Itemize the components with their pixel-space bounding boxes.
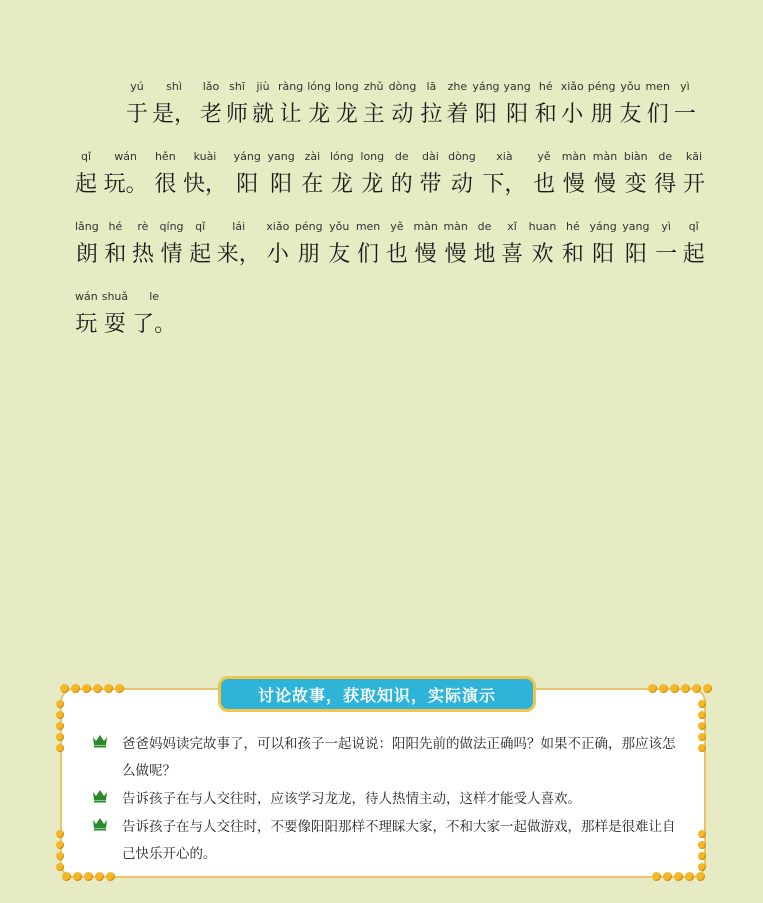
hanzi: 们 (357, 242, 380, 267)
pinyin: wán (114, 150, 138, 163)
hanzi: 阳 (506, 102, 529, 127)
word-unit (419, 150, 441, 200)
pinyin: de (477, 220, 492, 233)
word-unit (473, 220, 495, 270)
pinyin: zhe (447, 80, 468, 93)
word-unit (443, 220, 467, 270)
hanzi: 慢 (444, 242, 467, 267)
pinyin: lā (426, 80, 437, 93)
pinyin: men (355, 220, 381, 233)
pinyin: xiǎo (266, 220, 290, 233)
hanzi: 玩 (75, 312, 98, 337)
word-unit (391, 150, 413, 200)
hanzi: 师 (226, 102, 249, 127)
tip-text-1: 爸爸妈妈读完故事了，可以和孩子一起说说：阳阳先前的做法正确吗？如果不正确，那应该怎么做呢？ (122, 736, 676, 779)
word-unit (200, 80, 222, 130)
crown-icon (92, 786, 122, 813)
word-unit (301, 150, 323, 200)
bead-border-right-top (698, 700, 708, 752)
word-unit (533, 150, 555, 200)
pinyin: zhǔ (363, 80, 384, 93)
word-unit (102, 290, 128, 340)
hanzi: 阳 (474, 102, 497, 127)
bead-border-bottom-right (652, 872, 705, 880)
hanzi: 带 (419, 172, 442, 197)
hanzi: 起 (75, 172, 98, 197)
pinyin: yáng (233, 150, 261, 163)
pinyin: yang (267, 150, 295, 163)
pinyin: qǐ (195, 220, 206, 233)
pinyin: xiǎo (560, 80, 584, 93)
pinyin: de (394, 150, 409, 163)
hanzi: 一 (655, 242, 678, 267)
pinyin: hé (538, 80, 553, 93)
pinyin: xǐ (507, 220, 517, 233)
word-unit (363, 80, 385, 130)
word-unit (234, 150, 261, 200)
panel-title: 讨论故事，获取知识，实际演示 (218, 676, 536, 712)
pinyin: lǎng (75, 220, 99, 233)
word-unit (152, 80, 196, 130)
hanzi: 们 (646, 102, 669, 127)
hanzi: 起 (189, 242, 212, 267)
pinyin: zài (304, 150, 321, 163)
hanzi: 拉 (420, 102, 443, 127)
hanzi: 地 (473, 242, 496, 267)
pinyin: màn (443, 220, 468, 233)
hanzi: 小 (266, 242, 289, 267)
pinyin: yì (680, 80, 690, 93)
pinyin: huan (528, 220, 557, 233)
word-unit (593, 150, 617, 200)
hanzi: 的 (390, 172, 413, 197)
word-unit (132, 290, 176, 340)
pinyin: lóng (330, 150, 354, 163)
pinyin: lóng (307, 80, 331, 93)
word-unit (295, 220, 323, 270)
hanzi: 阳 (624, 242, 647, 267)
pinyin: péng (587, 80, 616, 93)
word-unit (189, 220, 211, 270)
word-unit (654, 150, 676, 200)
pinyin: ràng (278, 80, 304, 93)
hanzi: 朗 (75, 242, 98, 267)
pinyin: qíng (159, 220, 184, 233)
pinyin: màn (592, 150, 618, 163)
hanzi: 得 (654, 172, 677, 197)
pinyin: màn (413, 220, 438, 233)
pinyin: kuài (193, 150, 217, 163)
hanzi: 变 (624, 172, 647, 197)
hanzi: 情 (160, 242, 183, 267)
pinyin: dài (422, 150, 439, 163)
pinyin: dòng (388, 80, 417, 93)
word-unit (356, 220, 380, 270)
hanzi: 喜 (501, 242, 524, 267)
pinyin: péng (294, 220, 323, 233)
hanzi: 和 (561, 242, 584, 267)
word-unit (562, 220, 584, 270)
tip-item-1 (92, 731, 682, 785)
word-unit (328, 220, 350, 270)
pinyin: yáng (589, 220, 617, 233)
word-unit (504, 80, 531, 130)
pinyin: biàn (623, 150, 648, 163)
hanzi: 朋 (590, 102, 613, 127)
pinyin: lǎo (202, 80, 220, 93)
word-unit (683, 150, 705, 200)
word-unit (278, 80, 303, 130)
word-unit (226, 80, 248, 130)
pinyin: dòng (448, 150, 476, 163)
pinyin: shī (229, 80, 245, 93)
word-unit (252, 80, 274, 130)
word-unit (622, 220, 649, 270)
hanzi: 友 (328, 242, 351, 267)
hanzi: 阳 (236, 172, 259, 197)
word-unit (132, 220, 154, 270)
pinyin: long (360, 150, 385, 163)
hanzi: 欢 (531, 242, 554, 267)
bead-border-left-top (56, 700, 66, 752)
pinyin: yáng (472, 80, 500, 93)
pinyin: jiù (256, 80, 270, 93)
pinyin: qǐ (80, 150, 92, 163)
hanzi: 让 (279, 102, 302, 127)
crown-icon (92, 814, 122, 868)
hanzi: 老 (200, 102, 223, 127)
pinyin: yǒu (329, 220, 350, 233)
pinyin: lái (232, 220, 246, 233)
hanzi: 龙 (335, 102, 358, 127)
word-unit (104, 220, 126, 270)
word-unit (683, 220, 705, 270)
word-unit (360, 150, 384, 200)
word-unit (160, 220, 184, 270)
hanzi: 慢 (414, 242, 437, 267)
word-unit (590, 220, 617, 270)
pinyin: le (149, 290, 160, 303)
word-unit (624, 150, 648, 200)
story-line-3 (75, 220, 705, 270)
hanzi: 和 (534, 102, 557, 127)
word-unit (562, 150, 586, 200)
word-unit (645, 80, 669, 130)
word-unit (529, 220, 557, 270)
pinyin: màn (561, 150, 587, 163)
crown-icon (92, 731, 122, 785)
word-unit (104, 150, 148, 200)
word-unit (75, 220, 99, 270)
word-unit (183, 150, 227, 200)
pinyin: men (645, 80, 670, 93)
word-unit (482, 150, 526, 200)
hanzi: 龙 (330, 172, 353, 197)
pinyin: yú (130, 80, 144, 93)
pinyin: hé (108, 220, 123, 233)
hanzi: 了。 (132, 312, 177, 337)
word-unit (126, 80, 148, 130)
tip-text-2: 告诉孩子在与人交往时，应该学习龙龙，待人热情主动，这样才能受人喜欢。 (122, 791, 581, 807)
hanzi: 也 (533, 172, 556, 197)
word-unit (472, 80, 499, 130)
pinyin: long (334, 80, 359, 93)
word-unit (446, 80, 468, 130)
pinyin: qǐ (688, 220, 699, 233)
word-unit (389, 80, 417, 130)
hanzi: 很 (154, 172, 177, 197)
pinyin: hé (566, 220, 580, 233)
hanzi: 快， (182, 172, 227, 197)
hanzi: 下， (482, 172, 527, 197)
word-unit (420, 80, 442, 130)
pinyin: yě (537, 150, 551, 163)
tip-text-3: 告诉孩子在与人交往时，不要像阳阳那样不理睬大家，不和大家一起做游戏，那样是很难让自己快乐开心的。 (122, 819, 676, 862)
word-unit (413, 220, 437, 270)
word-unit (217, 220, 261, 270)
word-unit (307, 80, 331, 130)
hanzi: 友 (619, 102, 642, 127)
hanzi: 动 (450, 172, 473, 197)
hanzi: 朋 (297, 242, 320, 267)
hanzi: 着 (446, 102, 469, 127)
bead-border-left-bottom (56, 830, 66, 871)
pinyin: wán (75, 290, 98, 303)
tip-item-3 (92, 814, 682, 868)
hanzi: 一 (673, 102, 696, 127)
story-line-2 (75, 150, 705, 200)
hanzi: 就 (252, 102, 275, 127)
word-unit (674, 80, 696, 130)
hanzi: 动 (391, 102, 414, 127)
word-unit (266, 220, 289, 270)
bead-border-bottom-left (62, 872, 115, 880)
word-unit (75, 290, 98, 340)
word-unit (655, 220, 677, 270)
hanzi: 也 (385, 242, 408, 267)
hanzi: 阳 (592, 242, 615, 267)
hanzi: 开 (682, 172, 705, 197)
bead-border-right-bottom (698, 830, 708, 871)
hanzi: 慢 (594, 172, 617, 197)
hanzi: 慢 (562, 172, 585, 197)
story-line-1 (126, 80, 696, 130)
hanzi: 热 (131, 242, 154, 267)
hanzi: 在 (301, 172, 324, 197)
pinyin: xià (496, 150, 513, 163)
word-unit (335, 80, 359, 130)
hanzi: 耍 (103, 312, 126, 337)
tip-item-2 (92, 786, 682, 813)
hanzi: 阳 (270, 172, 293, 197)
word-unit (619, 80, 641, 130)
word-unit (386, 220, 408, 270)
word-unit (267, 150, 294, 200)
hanzi: 龙 (308, 102, 331, 127)
hanzi: 小 (561, 102, 584, 127)
hanzi: 玩。 (103, 172, 148, 197)
story-line-4 (75, 290, 705, 340)
word-unit (501, 220, 523, 270)
bead-border-top-left (60, 684, 124, 692)
hanzi: 龙 (361, 172, 384, 197)
hanzi: 主 (362, 102, 385, 127)
word-unit (330, 150, 354, 200)
hanzi: 起 (682, 242, 705, 267)
pinyin: de (658, 150, 673, 163)
pinyin: rè (137, 220, 149, 233)
hanzi: 和 (104, 242, 127, 267)
pinyin: yě (390, 220, 404, 233)
word-unit (561, 80, 584, 130)
pinyin: hěn (154, 150, 176, 163)
bead-border-top-right (648, 684, 712, 692)
word-unit (448, 150, 476, 200)
hanzi: 于 (126, 102, 149, 127)
word-unit (75, 150, 97, 200)
hanzi: 是， (152, 102, 197, 127)
pinyin: yì (661, 220, 671, 233)
pinyin: yang (503, 80, 531, 93)
pinyin: yǒu (620, 80, 641, 93)
word-unit (535, 80, 557, 130)
pinyin: shì (166, 80, 182, 93)
pinyin: kāi (685, 150, 703, 163)
pinyin: shuǎ (101, 290, 129, 303)
word-unit (588, 80, 616, 130)
pinyin: yang (622, 220, 650, 233)
hanzi: 来， (216, 242, 261, 267)
word-unit (154, 150, 176, 200)
